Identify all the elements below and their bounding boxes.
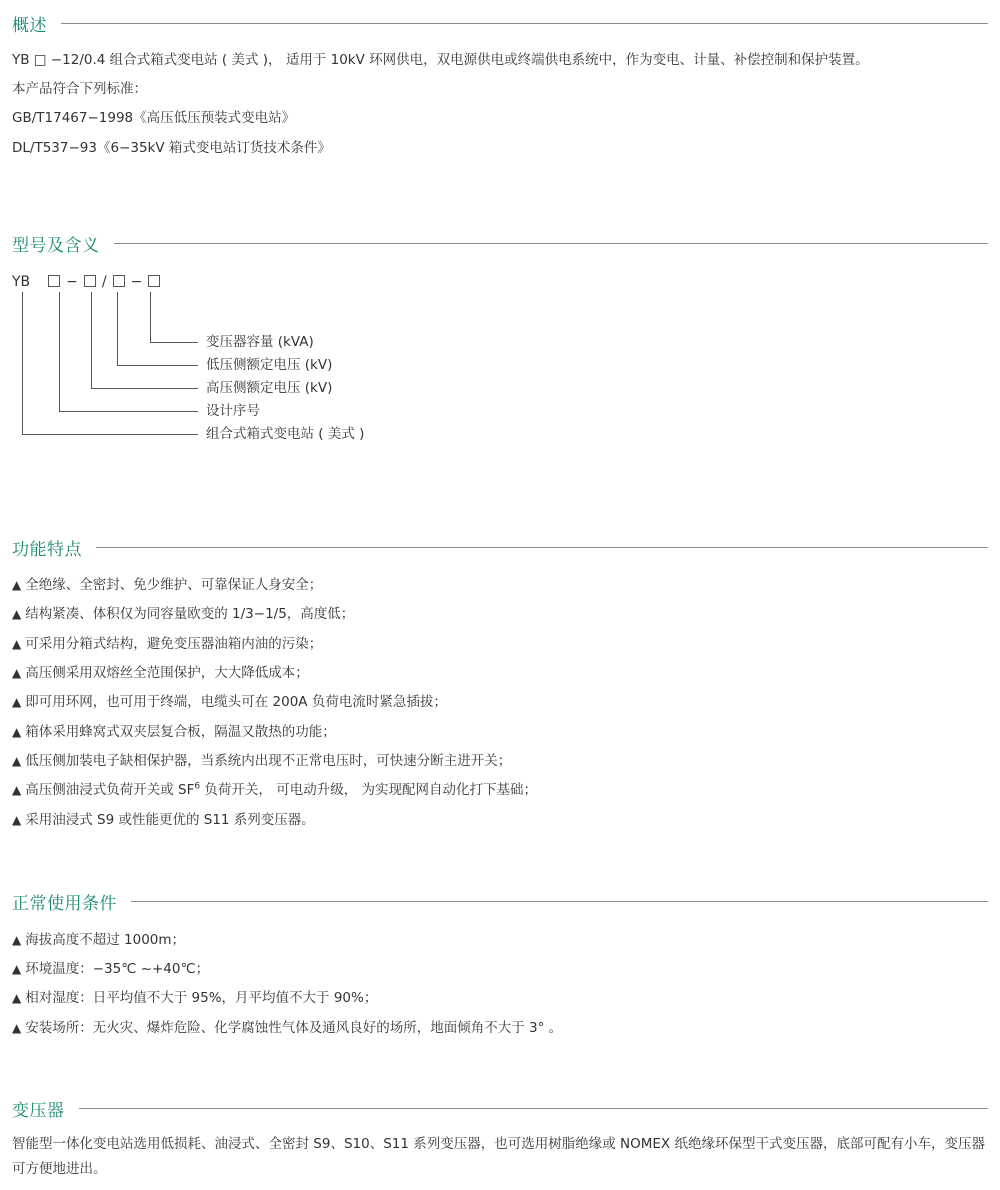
- triangle-bullet-icon: ▲: [12, 933, 22, 947]
- bracket-line-type-h: [22, 434, 198, 435]
- feature-text: 高压侧油浸式负荷开关或 SF: [25, 782, 195, 798]
- condition-text: 海拔高度不超过 1000m；: [25, 932, 186, 948]
- feature-item: [12, 692, 447, 712]
- feature-text: 负荷开关， 可电动升级， 为实现配网自动化打下基础；: [200, 782, 537, 798]
- condition-text: 安装场所：无火灾、爆炸危险、化学腐蚀性气体及通风良好的场所，地面倾角不大于 3° 。: [25, 1020, 563, 1036]
- placeholder-box-capacity: [148, 275, 160, 287]
- triangle-bullet-icon: ▲: [12, 725, 22, 739]
- bracket-line-design: [59, 292, 60, 411]
- section-header-transformer: [12, 1094, 988, 1122]
- section-divider: [114, 243, 989, 244]
- model-label-design-number: 设计序号: [206, 403, 260, 419]
- triangle-bullet-icon: ▲: [12, 637, 22, 651]
- overview-standard-gb: GB/T17467−1998《高压低压预装式变电站》: [12, 110, 296, 126]
- condition-item: [12, 930, 185, 950]
- model-dash: −: [130, 274, 143, 290]
- bracket-line-design-h: [59, 411, 198, 412]
- model-dash: −: [66, 274, 78, 290]
- feature-text: 高压侧采用双熔丝全范围保护，大大降低成本；: [25, 665, 309, 681]
- feature-text-superscript: 6: [194, 781, 201, 792]
- triangle-bullet-icon: ▲: [12, 813, 22, 827]
- bracket-line-hv: [91, 292, 92, 388]
- section-title-overview: 概述: [12, 15, 47, 36]
- feature-text: 结构紧凑、体积仅为同容量欧变的 1/3−1/5，高度低；: [25, 606, 355, 622]
- triangle-bullet-icon: ▲: [12, 754, 22, 768]
- transformer-paragraph: 智能型一体化变电站选用低损耗、油浸式、全密封 S9、S10、S11 系列变压器，也可选用树脂绝缘或 NOMEX 纸绝缘环保型干式变压器，底部可配有小车，变压器可方便地进出。: [12, 1136, 985, 1177]
- section-header-features: [12, 533, 988, 561]
- feature-item: [12, 604, 354, 624]
- placeholder-box-hv: [84, 275, 96, 287]
- feature-item: [12, 575, 322, 595]
- section-header-model: [12, 229, 988, 257]
- condition-text: 相对湿度：日平均值不大于 95%，月平均值不大于 90%；: [25, 990, 378, 1006]
- section-divider: [131, 901, 988, 902]
- section-title-conditions: 正常使用条件: [12, 893, 117, 914]
- triangle-bullet-icon: ▲: [12, 783, 22, 797]
- model-label-lv-voltage: 低压侧额定电压 (kV): [206, 357, 333, 373]
- feature-text: 全绝缘、全密封、免少维护、可靠保证人身安全；: [25, 577, 323, 593]
- overview-line-2: 本产品符合下列标准：: [12, 81, 147, 97]
- bracket-line-lv: [117, 292, 118, 365]
- triangle-bullet-icon: ▲: [12, 578, 22, 592]
- placeholder-box-lv: [113, 275, 125, 287]
- section-title-model: 型号及含义: [12, 235, 100, 256]
- triangle-bullet-icon: ▲: [12, 962, 22, 976]
- model-prefix: YB: [12, 274, 31, 290]
- section-divider: [96, 547, 988, 548]
- triangle-bullet-icon: ▲: [12, 991, 22, 1005]
- feature-item: [12, 780, 537, 800]
- feature-item: [12, 722, 336, 742]
- triangle-bullet-icon: ▲: [12, 607, 22, 621]
- section-header-conditions: [12, 887, 988, 915]
- overview-standard-dl: DL/T537−93《6−35kV 箱式变电站订货技术条件》: [12, 140, 331, 156]
- triangle-bullet-icon: ▲: [12, 1021, 22, 1035]
- model-code: [12, 272, 160, 292]
- feature-item: [12, 751, 511, 771]
- model-label-substation-type: 组合式箱式变电站 ( 美式 ): [206, 426, 365, 442]
- condition-item: [12, 988, 377, 1008]
- feature-text: 采用油浸式 S9 或性能更优的 S11 系列变压器。: [25, 812, 315, 828]
- condition-text: 环境温度：−35℃ ~+40℃；: [25, 961, 210, 977]
- section-title-features: 功能特点: [12, 539, 82, 560]
- bracket-line-hv-h: [91, 388, 198, 389]
- model-slash: /: [101, 274, 107, 290]
- condition-item: [12, 1018, 562, 1038]
- feature-item: [12, 634, 322, 654]
- feature-text: 可采用分箱式结构，避免变压器油箱内油的污染；: [25, 636, 323, 652]
- bracket-line-capacity-h: [150, 342, 198, 343]
- triangle-bullet-icon: ▲: [12, 666, 22, 680]
- placeholder-box-design: [48, 275, 60, 287]
- feature-text: 即可用环网，也可用于终端，电缆头可在 200A 负荷电流时紧急插拔；: [25, 694, 447, 710]
- section-title-transformer: 变压器: [12, 1100, 65, 1121]
- bracket-line-type: [22, 292, 23, 434]
- model-label-hv-voltage: 高压侧额定电压 (kV): [206, 380, 333, 396]
- feature-text: 低压侧加装电子缺相保护器，当系统内出现不正常电压时，可快速分断主进开关；: [25, 753, 512, 769]
- section-header-overview: [12, 9, 988, 37]
- bracket-line-capacity: [150, 292, 151, 342]
- model-label-capacity: 变压器容量 (kVA): [206, 334, 314, 350]
- feature-text: 箱体采用蜂窝式双夹层复合板，隔温又散热的功能；: [25, 724, 336, 740]
- condition-item: [12, 959, 209, 979]
- bracket-line-lv-h: [117, 365, 198, 366]
- overview-line-1: YB □ −12/0.4 组合式箱式变电站 ( 美式 )， 适用于 10kV 环网供电，双电源供电或终端供电系统中，作为变电、计量、补偿控制和保护装置。: [12, 52, 869, 68]
- feature-item: [12, 810, 315, 830]
- section-divider: [61, 23, 988, 24]
- triangle-bullet-icon: ▲: [12, 695, 22, 709]
- section-divider: [79, 1108, 989, 1109]
- feature-item: [12, 663, 309, 683]
